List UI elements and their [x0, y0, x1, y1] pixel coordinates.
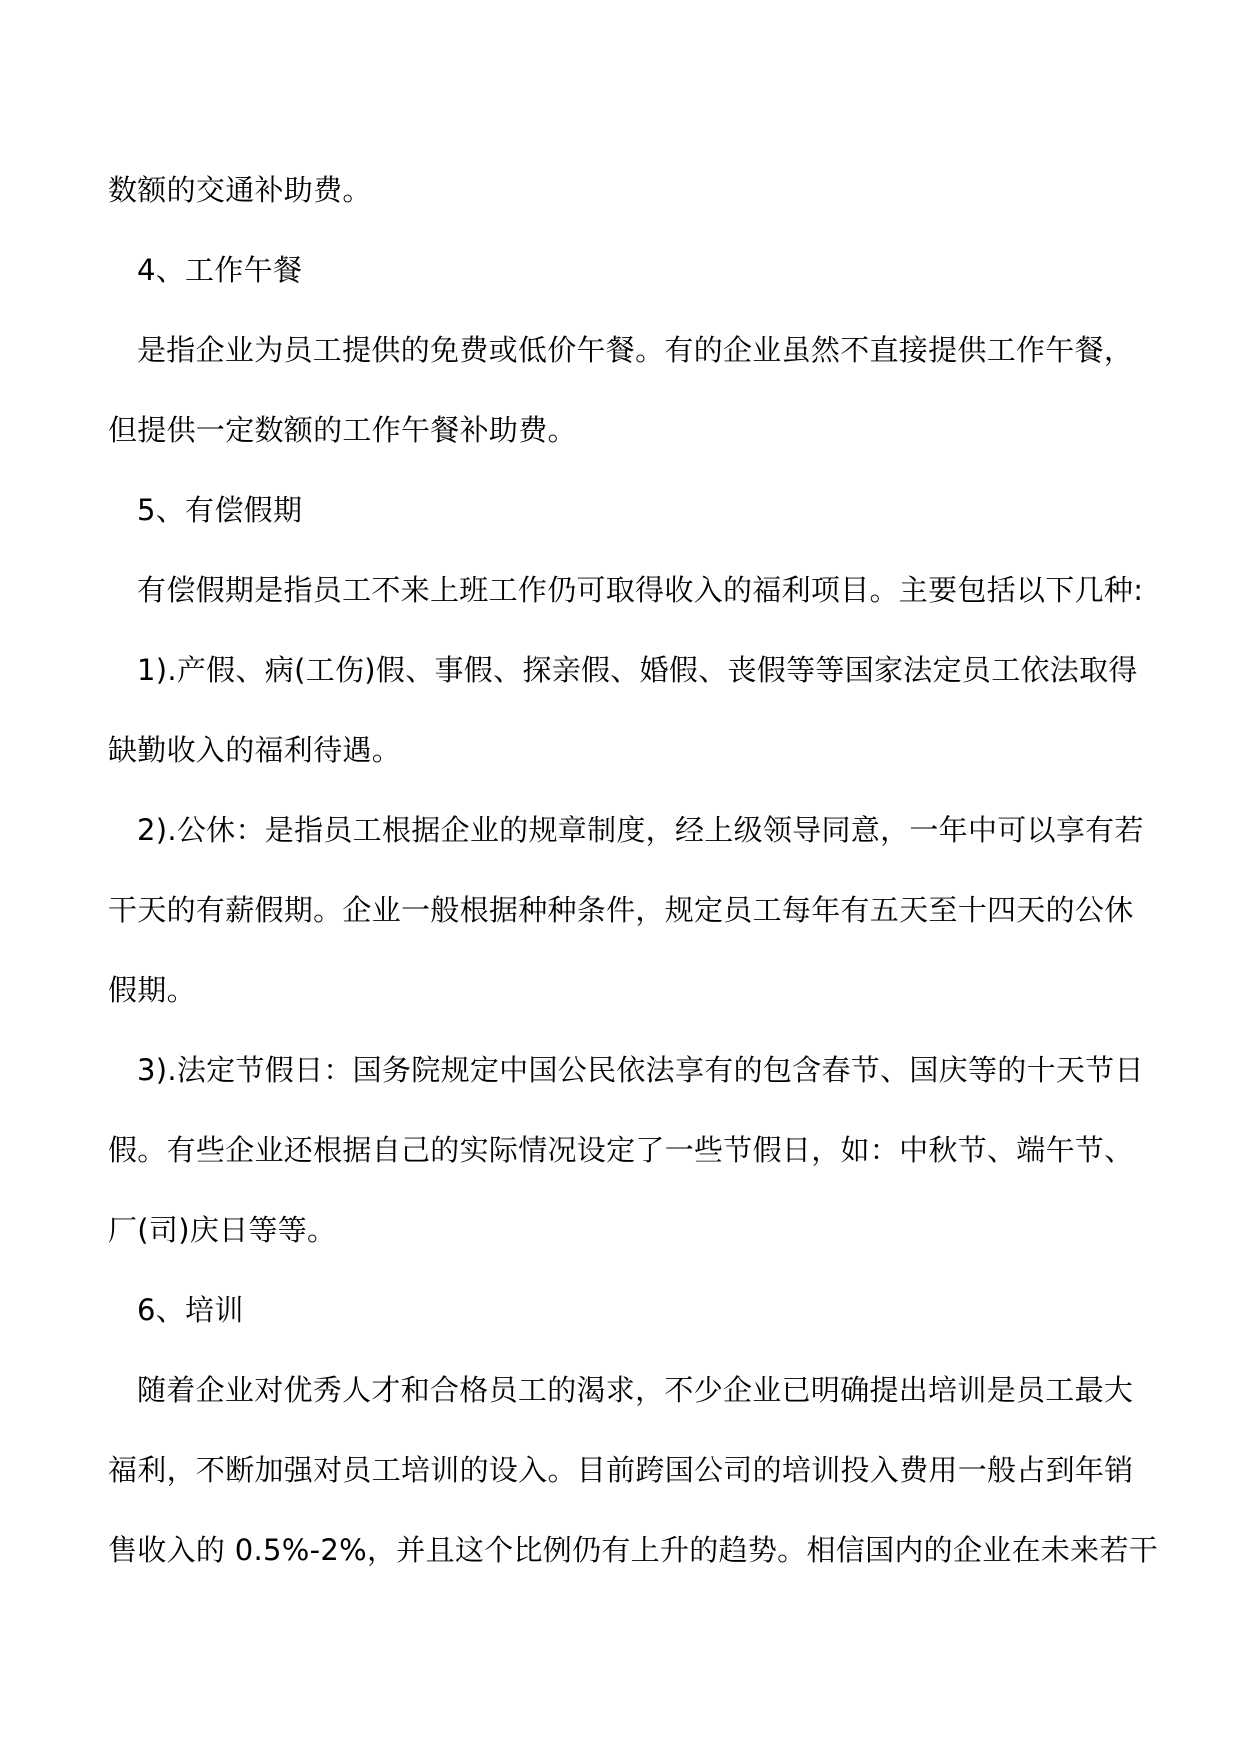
text-line: 但提供一定数额的工作午餐补助费。: [108, 413, 577, 447]
text-line: 是指企业为员工提供的免费或低价午餐。有的企业虽然不直接提供工作午餐，: [137, 333, 1134, 367]
text-line: 福利，不断加强对员工培训的设入。目前跨国公司的培训投入费用一般占到年销: [108, 1453, 1134, 1487]
text-line: 假。有些企业还根据自己的实际情况设定了一些节假日，如：中秋节、端午节、: [108, 1133, 1134, 1167]
section-heading-training: 6、培训: [137, 1293, 244, 1327]
text-line: 1).产假、病(工伤)假、事假、探亲假、婚假、丧假等等国家法定员工依法取得: [137, 653, 1138, 687]
text-line: 有偿假期是指员工不来上班工作仍可取得收入的福利项目。主要包括以下几种:: [137, 573, 1144, 607]
text-line: 3).法定节假日：国务院规定中国公民依法享有的包含春节、国庆等的十天节日: [137, 1053, 1144, 1087]
text-line: 2).公休：是指员工根据企业的规章制度，经上级领导同意，一年中可以享有若: [137, 813, 1144, 847]
text-line: 缺勤收入的福利待遇。: [108, 733, 402, 767]
text-line: 厂(司)庆日等等。: [108, 1213, 337, 1247]
text-line: 干天的有薪假期。企业一般根据种种条件，规定员工每年有五天至十四天的公休: [108, 893, 1134, 927]
text-line: 售收入的 0.5%-2%，并且这个比例仍有上升的趋势。相信国内的企业在未来若干: [108, 1533, 1159, 1567]
section-heading-lunch: 4、工作午餐: [137, 253, 303, 287]
text-line: 假期。: [108, 973, 196, 1007]
section-heading-paid-leave: 5、有偿假期: [137, 493, 303, 527]
text-line: 数额的交通补助费。: [108, 173, 372, 207]
text-line: 随着企业对优秀人才和合格员工的渴求，不少企业已明确提出培训是员工最大: [137, 1373, 1134, 1407]
